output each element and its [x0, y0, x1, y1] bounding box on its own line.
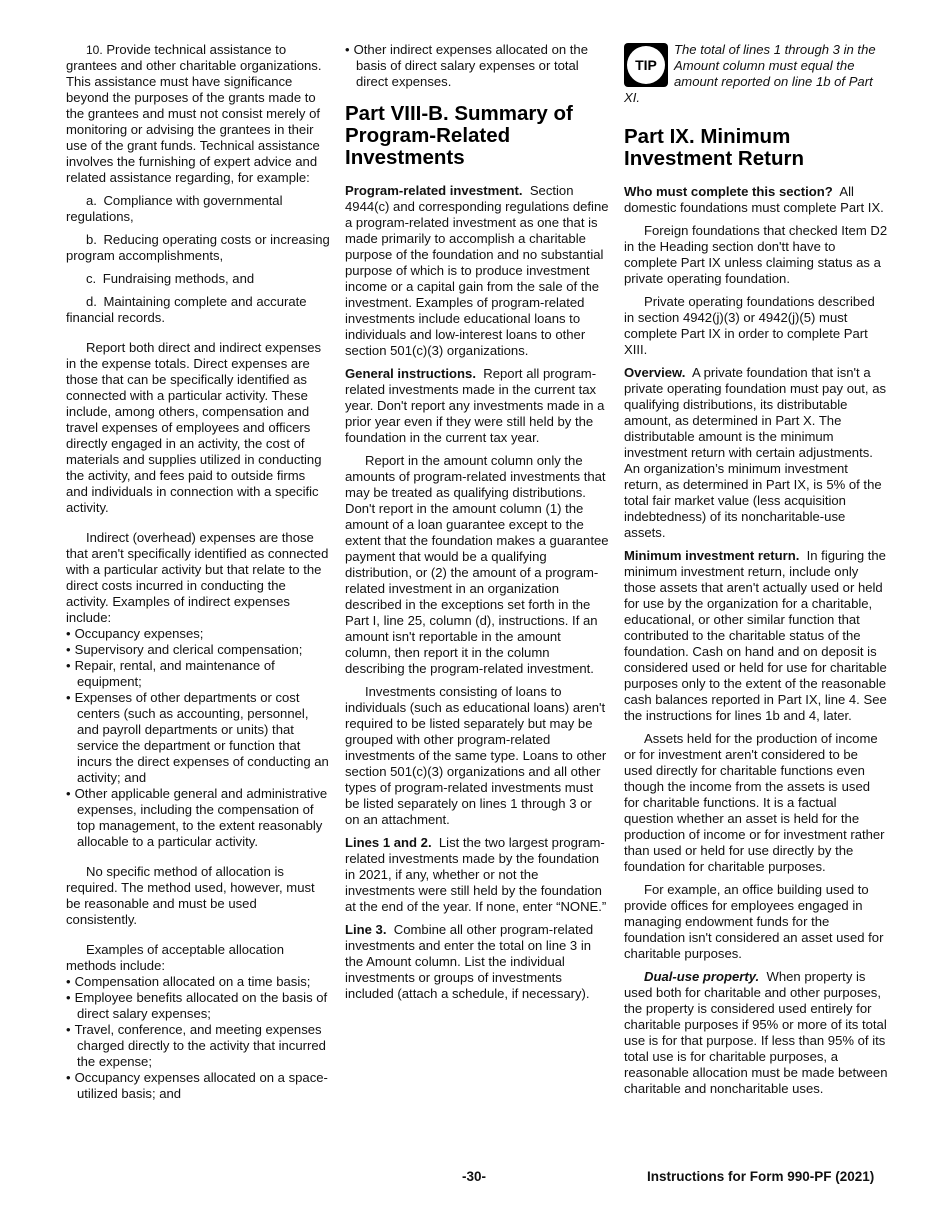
sub-item-d: d. Maintaining complete and accurate financial records.: [66, 294, 307, 325]
dual-use-paragraph: Dual-use property. When property is used both for charitable and other purposes, the property is considered used entirely for charitable purposes if 95% or more of its total use is for that purpose. If less than 95% of its total use is for charitable purposes, a reasonable allocation must be made between charitable and noncharitable uses.: [624, 969, 888, 1096]
run-in-heading: Lines 1 and 2.: [345, 835, 432, 850]
item-10-text: Provide technical assistance to grantees and other charitable organizations. This assistance must have significance beyond the purposes of the grants made to the grantees and must not consist merely of monitoring or advising the grantees in their use of the grant funds. Technical assistance involves the furnishing of expert advice and related assistance regarding, for example:: [66, 42, 322, 185]
example-bullet: • Employee benefits allocated on the basis of direct salary expenses;: [66, 990, 328, 1021]
column-3: [624, 42, 888, 1104]
tip-text: The total of lines 1 through 3 in the Amount column must equal the amount reported on line 1b of Part XI.: [624, 42, 876, 105]
sub-item-a: a. Compliance with governmental regulations,: [66, 193, 283, 224]
item-10-number: 10.: [86, 43, 103, 57]
direct-expenses-paragraph: Report both direct and indirect expenses in the expense totals. Direct expenses are those that can be specifically identified as connected with a particular activity. These include, among others, compensation and travel expenses of employees and officers directly engaged in an activity, the cost of materials and supplies utilized in conducting the activity, and fees paid to outside firms and individuals in connection with a specific activity.: [66, 340, 322, 515]
bullet-icon: •: [66, 690, 71, 705]
overview-paragraph: Overview. A private foundation that isn't a private operating foundation must pay out, as qualifying distributions, its distributable amount, as determined in Part X. The distributable amount is the minimum investment return with certain adjustments. An organization’s minimum investment return, as determined in Part IX, is 5% of the total fair market value (less acquisition indebtedness) of its noncharitable-use assets.: [624, 365, 887, 540]
run-in-heading: Dual-use property.: [644, 969, 760, 984]
indirect-bullet: • Supervisory and clerical compensation;: [66, 642, 303, 657]
indirect-bullet: • Other applicable general and administrative expenses, including the compensation of top management, to the extent reasonably allocable to a particular activity.: [66, 786, 328, 849]
sub-item-c: c. Fundraising methods, and: [86, 271, 255, 286]
sub-item-b: b. Reducing operating costs or increasing program accomplishments,: [66, 232, 330, 263]
allocation-method-paragraph: No specific method of allocation is required. The method used, however, must be reasonable and must be used consistently.: [66, 864, 315, 927]
loans-paragraph: Investments consisting of loans to individuals (such as educational loans) aren't required to be listed separately but may be grouped with other program-related investments of the same type. Loans to other section 501(c)(3) organizations and all other types of program-related investments must be listed separately on lines 1 through 3 or on an attachment.: [345, 684, 607, 827]
line-3-paragraph: Line 3. Combine all other program-related investments and enter the total on line 3 in the Amount column. List the individual investments or groups of investments included (attach a schedule, if necessary).: [345, 922, 594, 1001]
run-in-heading: Line 3.: [345, 922, 387, 937]
item-10: [66, 42, 330, 186]
bullet-icon: •: [345, 42, 350, 57]
foreign-foundations-paragraph: Foreign foundations that checked Item D2 in the Heading section don'tt have to complete Part IX unless claiming status as a private operating foundation.: [624, 223, 888, 286]
tip-icon: TIP: [624, 43, 668, 87]
bullet-icon: •: [66, 1022, 71, 1037]
other-indirect-bullet: • Other indirect expenses allocated on the basis of direct salary expenses or total direct expenses.: [345, 42, 588, 89]
example-paragraph: For example, an office building used to provide offices for employees engaged in managing endowment funds for the foundation isn't considered an asset used for charitable purposes.: [624, 882, 884, 961]
bullet-icon: •: [66, 1070, 71, 1085]
section-heading-part-viii-b: Part VIII-B. Summary of Program-Related Investments: [345, 102, 573, 169]
examples-intro: Examples of acceptable allocation methods include:: [66, 942, 284, 973]
form-title-footer: Instructions for Form 990-PF (2021): [647, 1169, 875, 1184]
run-in-heading: Program-related investment.: [345, 183, 523, 198]
run-in-heading: Overview.: [624, 365, 686, 380]
column-1: [66, 42, 330, 1102]
run-in-heading: General instructions.: [345, 366, 476, 381]
general-instructions-paragraph: General instructions. Report all program-related investments made in the current tax year. Don't report any investments made in a prior year even if they were still held by the foundation in the current tax year.: [345, 366, 605, 445]
example-bullet: • Occupancy expenses allocated on a space-utilized basis; and: [66, 1070, 328, 1101]
bullet-icon: •: [66, 786, 71, 801]
program-related-investment-paragraph: Program-related investment. Section 4944(c) and corresponding regulations define a program-related investment as one that is made primarily to accomplish a charitable purpose of the foundation and no substantial purpose of which is to produce investment income or a capital gain from the sale of the investment. Examples of program-related investments include educational loans to individuals and low-interest loans to other section 501(c)(3) organizations.: [345, 183, 609, 358]
indirect-bullet: • Expenses of other departments or cost centers (such as accounting, personnel, and payroll departments or units) that service the department or function that incurs the direct expenses of conducting an activity; and: [66, 690, 329, 785]
indirect-bullet: • Occupancy expenses;: [66, 626, 204, 641]
example-bullet: • Compensation allocated on a time basis;: [66, 974, 311, 989]
tip-note: [624, 42, 888, 106]
lines-1-and-2-paragraph: Lines 1 and 2. List the two largest program-related investments made by the foundation in 2021, if any, whether or not the investments were still held by the foundation at the end of the year. If none, enter “NONE.”: [345, 835, 607, 914]
indirect-bullet: • Repair, rental, and maintenance of equipment;: [66, 658, 275, 689]
bullet-icon: •: [66, 626, 71, 641]
who-must-complete-paragraph: Who must complete this section? All domestic foundations must complete Part IX.: [624, 184, 884, 215]
private-operating-paragraph: Private operating foundations described in section 4942(j)(3) or 4942(j)(5) must complete Part IX in order to complete Part XIII.: [624, 294, 875, 357]
amount-column-paragraph: Report in the amount column only the amounts of program-related investments that may be treated as qualifying distributions. Don't report in the amount column (1) the amount of a loan guarantee except to the extent that the foundation makes a guarantee payment that would be a qualifying distribution, or (2) the amount of a program-related investment in an organization described in the exceptions set forth in the Part I, line 25, column (d), instructions. If an amount isn't reportable in the amount column, then report it in the column describing the program-related investment.: [345, 453, 609, 676]
bullet-icon: •: [66, 642, 71, 657]
bullet-icon: •: [66, 990, 71, 1005]
indirect-expenses-paragraph: Indirect (overhead) expenses are those that aren't specifically identified as connected with a particular activity but that relate to the direct costs incurred in conducting the activity. Examples of indirect expenses include:: [66, 530, 329, 625]
bullet-icon: •: [66, 974, 71, 989]
assets-held-paragraph: Assets held for the production of income or for investment aren't considered to be used directly for charitable functions even though the income from the assets is used for charitable functions. It is a factual question whether an asset is held for the production of income or for investment rather than used or held for use directly by the foundation for charitable purposes.: [624, 731, 885, 874]
example-bullet: • Travel, conference, and meeting expenses charged directly to the activity that incurred the expense;: [66, 1022, 326, 1069]
run-in-heading: Minimum investment return.: [624, 548, 800, 563]
bullet-icon: •: [66, 658, 71, 673]
minimum-investment-return-paragraph: Minimum investment return. In figuring the minimum investment return, include only those assets that aren't actually used or held for use by the organization for a charitable, educational, or other similar function that contributed to the charitable status of the foundation. Cash on hand and on deposit is considered used or held for use for charitable purposes only to the extent of the reasonable cash balances reported in Part IX, line 4. See the instructions for lines 1b and 4, later.: [624, 548, 887, 723]
run-in-heading: Who must complete this section?: [624, 184, 833, 199]
page-number: -30-: [462, 1169, 487, 1184]
column-2: [345, 42, 609, 1009]
section-heading-part-ix: Part IX. Minimum Investment Return: [624, 125, 804, 170]
